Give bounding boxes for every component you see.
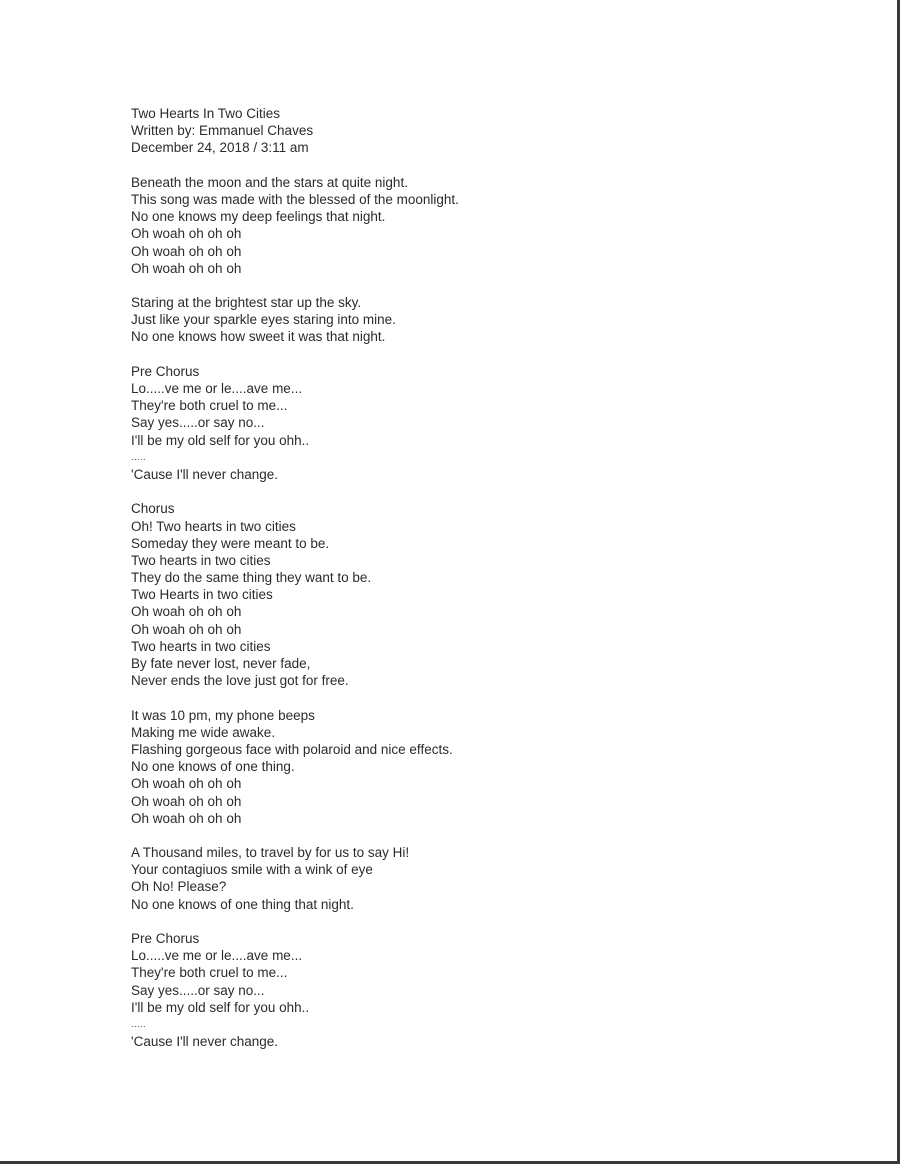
- lyric-line: Oh woah oh oh oh: [131, 260, 242, 276]
- lyric-line: Two Hearts in two cities: [131, 587, 273, 603]
- ellipsis-line: .....: [131, 451, 147, 462]
- lyric-line: Your contagiuos smile with a wink of eye: [131, 862, 373, 878]
- pre-chorus-1: [131, 363, 459, 483]
- lyric-line: Staring at the brightest star up the sky.: [131, 295, 362, 311]
- lyric-line: 'Cause I'll never change.: [131, 466, 278, 482]
- lyric-line: Lo.....ve me or le....ave me...: [131, 381, 303, 396]
- verse-2: [131, 294, 459, 346]
- lyric-line: Two hearts in two cities: [131, 552, 271, 568]
- spacer: [131, 346, 459, 363]
- lyric-line: No one knows how sweet it was that night.: [131, 329, 386, 345]
- section-heading: Chorus: [131, 501, 175, 517]
- song-author: Written by: Emmanuel Chaves: [131, 123, 314, 139]
- section-heading: Pre Chorus: [131, 363, 200, 379]
- lyric-line: Oh woah oh oh oh: [131, 810, 242, 826]
- verse-3: [131, 707, 459, 827]
- lyric-line: It was 10 pm, my phone beeps: [131, 707, 315, 723]
- spacer: [131, 157, 459, 174]
- lyric-line: Oh woah oh oh oh: [131, 243, 242, 259]
- lyric-line: I'll be my old self for you ohh..: [131, 999, 310, 1015]
- verse-4: [131, 844, 459, 913]
- lyrics-body: [131, 105, 459, 1050]
- lyric-line: Beneath the moon and the stars at quite night.: [131, 174, 408, 190]
- spacer: [131, 827, 459, 844]
- lyric-line: Just like your sparkle eyes staring into mine.: [131, 312, 396, 328]
- lyric-line: No one knows my deep feelings that night.: [131, 209, 386, 225]
- spacer: [131, 689, 459, 706]
- lyric-line: 'Cause I'll never change.: [131, 1034, 278, 1050]
- lyric-line: They're both cruel to me...: [131, 965, 288, 981]
- lyric-line: Oh woah oh oh oh: [131, 776, 242, 792]
- song-title: Two Hearts In Two Cities: [131, 106, 281, 121]
- lyric-line: Two hearts in two cities: [131, 638, 271, 654]
- lyric-line: Oh! Two hearts in two cities: [131, 518, 296, 534]
- lyric-line: No one knows of one thing.: [131, 759, 295, 775]
- section-heading: Pre Chorus: [131, 931, 200, 946]
- pre-chorus-2: [131, 930, 459, 1050]
- spacer: [131, 483, 459, 500]
- lyric-line: Say yes.....or say no...: [131, 415, 265, 431]
- lyric-line: Oh woah oh oh oh: [131, 621, 242, 637]
- lyric-line: A Thousand miles, to travel by for us to say Hi!: [131, 845, 410, 861]
- lyric-line: Oh No! Please?: [131, 879, 227, 895]
- lyric-line: They do the same thing they want to be.: [131, 570, 372, 586]
- lyric-line: Flashing gorgeous face with polaroid and nice effects.: [131, 741, 453, 757]
- lyric-line: They're both cruel to me...: [131, 398, 288, 414]
- spacer: [131, 913, 459, 930]
- lyric-line: Never ends the love just got for free.: [131, 673, 349, 689]
- lyric-line: This song was made with the blessed of the moonlight.: [131, 191, 459, 207]
- lyric-line: Oh woah oh oh oh: [131, 226, 242, 242]
- lyric-line: Say yes.....or say no...: [131, 982, 265, 998]
- chorus: [131, 500, 459, 689]
- lyric-line: Making me wide awake.: [131, 724, 276, 740]
- lyric-line: Someday they were meant to be.: [131, 535, 330, 551]
- lyric-line: No one knows of one thing that night.: [131, 896, 354, 912]
- lyric-line: Oh woah oh oh oh: [131, 604, 242, 620]
- verse-1: [131, 174, 459, 277]
- lyric-line: By fate never lost, never fade,: [131, 656, 311, 671]
- lyric-line: Lo.....ve me or le....ave me...: [131, 948, 303, 964]
- spacer: [131, 277, 459, 294]
- song-date: December 24, 2018 / 3:11 am: [131, 140, 309, 156]
- lyric-line: I'll be my old self for you ohh..: [131, 432, 310, 448]
- lyric-line: Oh woah oh oh oh: [131, 793, 242, 809]
- ellipsis-line: .....: [131, 1018, 147, 1029]
